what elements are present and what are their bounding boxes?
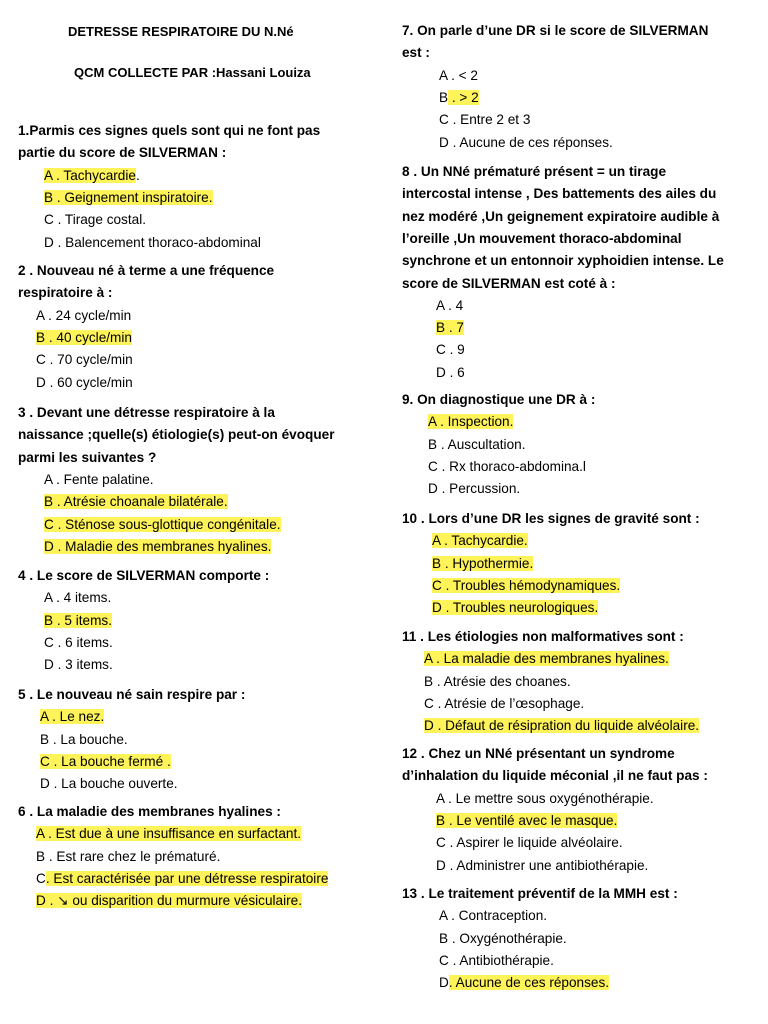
answer-highlight: D . Maladie des membranes hyalines. <box>44 538 272 554</box>
question-2-option-a: A . 24 cycle/min <box>36 307 132 323</box>
answer-highlight: B . Geignement inspiratoire. <box>44 189 213 205</box>
answer-highlight: A . Le nez. <box>40 709 105 725</box>
question-7-option-c: C . Entre 2 et 3 <box>439 112 531 128</box>
question-1-text: partie du score de SILVERMAN : <box>18 145 227 161</box>
document-subtitle: QCM COLLECTE PAR :Hassani Louiza <box>74 65 311 80</box>
answer-highlight: C . La bouche fermé . <box>40 753 171 769</box>
answer-highlight: B . Atrésie choanale bilatérale. <box>44 494 228 510</box>
question-9-option-d: D . Percussion. <box>428 481 521 497</box>
question-8-text: score de SILVERMAN est coté à : <box>402 275 616 291</box>
question-3-option-a: A . Fente palatine. <box>44 471 154 487</box>
question-3-text: parmi les suivantes ? <box>18 449 157 465</box>
question-11-text: 11 . Les étiologies non malformatives sont : <box>402 629 684 644</box>
question-5-option-c <box>40 753 171 771</box>
answer-highlight: A . La maladie des membranes hyalines. <box>424 651 669 667</box>
question-7-option-b <box>439 89 479 107</box>
question-8-option-d: D . 6 <box>436 364 465 380</box>
answer-highlight: A . Tachycardie <box>44 167 136 183</box>
option-tail: . <box>135 167 140 183</box>
question-3-option-b <box>44 493 228 511</box>
question-4-option-d: D . 3 items. <box>44 657 113 673</box>
answer-highlight: D . Troubles neurologiques. <box>432 600 599 616</box>
document-title: DETRESSE RESPIRATOIRE DU N.Né <box>68 24 294 39</box>
question-10-option-c <box>432 577 620 595</box>
question-13-option-c: C . Antibiothérapie. <box>439 952 554 968</box>
question-12-option-c: C . Aspirer le liquide alvéolaire. <box>436 835 623 851</box>
answer-highlight: B . 7 <box>436 320 464 336</box>
question-12-text: d’inhalation du liquide méconial ,il ne faut pas : <box>402 768 708 784</box>
question-5-text: 5 . Le nouveau né sain respire par : <box>18 687 246 702</box>
answer-highlight: B . 40 cycle/min <box>36 329 132 345</box>
question-1-option-c: C . Tirage costal. <box>44 212 146 228</box>
question-6-option-a <box>36 825 301 843</box>
question-2-text: 2 . Nouveau né à terme a une fréquence <box>18 263 275 278</box>
question-4-text: 4 . Le score de SILVERMAN comporte : <box>18 568 270 583</box>
question-12-option-b <box>436 812 617 830</box>
question-13-option-a: A . Contraception. <box>439 908 548 924</box>
question-2-option-b <box>36 329 132 347</box>
question-3-text: 3 . Devant une détresse respiratoire à la <box>18 405 275 420</box>
question-11-option-c: C . Atrésie de l’œsophage. <box>424 695 585 711</box>
question-3-option-c <box>44 516 281 534</box>
question-8-text: nez modéré ,Un geignement expiratoire audible à <box>402 208 720 224</box>
answer-highlight: D . Défaut de résipration du liquide alvéolaire. <box>424 718 700 734</box>
question-10-option-a <box>432 532 528 550</box>
question-1-option-b <box>44 189 213 207</box>
question-7-text: est : <box>402 45 430 61</box>
answer-highlight: B . 5 items. <box>44 612 112 628</box>
question-2-option-d: D . 60 cycle/min <box>36 374 133 390</box>
question-10-text: 10 . Lors d’une DR les signes de gravité sont : <box>402 511 700 526</box>
question-9-option-c: C . Rx thoraco-abdomina.l <box>428 458 586 474</box>
question-12-text: 12 . Chez un NNé présentant un syndrome <box>402 746 675 761</box>
question-12-option-a: A . Le mettre sous oxygénothérapie. <box>436 790 654 806</box>
question-9-option-b: B . Auscultation. <box>428 436 526 452</box>
question-8-option-a: A . 4 <box>436 297 464 313</box>
question-8-option-b <box>436 319 464 337</box>
answer-highlight: A . Inspection. <box>428 414 514 430</box>
option-letter: D <box>439 975 449 991</box>
answer-highlight: C . Sténose sous-glottique congénitale. <box>44 516 281 532</box>
answer-highlight: B . Hypothermie. <box>432 555 534 571</box>
question-10-option-d <box>432 599 598 617</box>
question-2-option-c: C . 70 cycle/min <box>36 352 133 368</box>
question-1-text: 1.Parmis ces signes quels sont qui ne font pas <box>18 123 321 138</box>
answer-highlight: C . Troubles hémodynamiques. <box>432 577 621 593</box>
question-6-text: 6 . La maladie des membranes hyalines : <box>18 804 281 819</box>
question-10-option-b <box>432 555 533 573</box>
question-8-text: intercostal intense , Des battements des ailes du <box>402 186 717 202</box>
question-8-option-c: C . 9 <box>436 342 465 358</box>
option-letter: C <box>36 870 46 886</box>
answer-highlight: . Aucune de ces réponses. <box>448 975 610 991</box>
question-7-text: 7. On parle d’une DR si le score de SILVERMAN <box>402 23 709 38</box>
question-8-text: synchrone et un entonnoir xyphoidien intense. Le <box>402 253 724 269</box>
question-3-text: naissance ;quelle(s) étiologie(s) peut-on évoquer <box>18 427 335 443</box>
question-11-option-b: B . Atrésie des choanes. <box>424 673 571 689</box>
question-7-option-a: A . < 2 <box>439 67 478 83</box>
question-5-option-d: D . La bouche ouverte. <box>40 776 178 792</box>
question-4-option-a: A . 4 items. <box>44 590 112 606</box>
question-1-option-d: D . Balencement thoraco-abdominal <box>44 234 261 250</box>
answer-highlight: . Est caractérisée par une détresse respiratoire <box>45 870 329 886</box>
answer-highlight: A . Est due à une insuffisance en surfactant. <box>36 826 301 842</box>
question-4-option-b <box>44 612 112 630</box>
option-letter: B <box>439 89 449 105</box>
question-13-option-b: B . Oxygénothérapie. <box>439 930 567 946</box>
question-6-option-c <box>36 870 328 888</box>
question-13-text: 13 . Le traitement préventif de la MMH est : <box>402 886 678 901</box>
question-3-option-d <box>44 538 271 556</box>
question-11-option-a <box>424 650 669 668</box>
question-2-text: respiratoire à : <box>18 285 113 301</box>
question-8-text: l’oreille ,Un mouvement thoraco-abdominal <box>402 230 682 246</box>
question-9-text: 9. On diagnostique une DR à : <box>402 392 596 407</box>
question-1-option-a <box>44 167 140 185</box>
answer-highlight: B . Le ventilé avec le masque. <box>436 812 618 828</box>
answer-highlight: . > 2 <box>448 89 479 105</box>
answer-highlight: A . Tachycardie. <box>432 533 528 549</box>
question-8-text: 8 . Un NNé prématuré présent = un tirage <box>402 164 667 179</box>
question-13-option-d <box>439 974 609 992</box>
question-12-option-d: D . Administrer une antibiothérapie. <box>436 857 649 873</box>
question-4-option-c: C . 6 items. <box>44 634 113 650</box>
question-9-option-a <box>428 413 513 431</box>
question-7-option-d: D . Aucune de ces réponses. <box>439 134 613 150</box>
question-6-option-b: B . Est rare chez le prématuré. <box>36 848 221 864</box>
question-5-option-a <box>40 708 104 726</box>
question-6-option-d <box>36 892 302 910</box>
question-5-option-b: B . La bouche. <box>40 731 128 747</box>
question-11-option-d <box>424 717 699 735</box>
answer-highlight: D . ↘ ou disparition du murmure vésiculaire. <box>36 893 303 909</box>
